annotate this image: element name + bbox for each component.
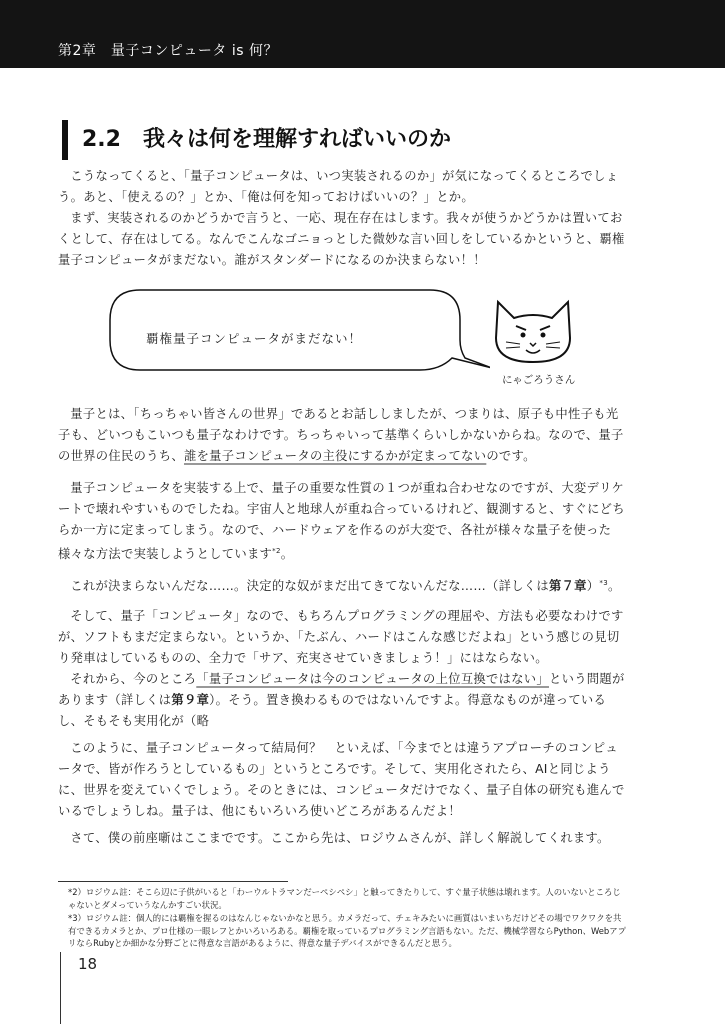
cat-face-icon [490, 298, 576, 366]
text: これが決まらないんだな……。決定的な奴がまだ出てきてないんだな……（詳しくは [70, 579, 549, 594]
paragraph-closing [58, 828, 628, 849]
paragraph-summary [58, 738, 628, 822]
paragraph-implementation [58, 478, 628, 565]
paragraph: まず、実装されるのかどうかで言うと、一応、現在存在はします。我々が使うかどうかは置いておくとして、存在はしてる。なんでこんなゴニョっとした微妙な言い回しをしているかというと、覇権量子コンピュータがまだない。誰がスタンダードになるのか決まらない！！ [58, 211, 625, 267]
paragraph: このように、量子コンピュータって結局何？ といえば、「今までとは違うアプローチのコンピュータで、皆が作ろうとしているもの」というところです。そして、実用化されたら、AIと同じように、世界を変えていくでしょう。そのときには、コンピュータだけでなく、量子自体の研究も進んでいるでしょうしね。量子は、他にもいろいろ使いどころがあるんだよ！ [58, 741, 625, 818]
footnote [68, 912, 626, 950]
text: ） [586, 579, 600, 594]
footnote-text: *3）ロジウム註：個人的には覇権を握るのはなんじゃないかなと思う。カメラだって、チェキみたいに画質はいまいちだけどその場でワクワクを共有できるカメラとか、プロ仕様の一眼レフとかいろいろある。覇権を取っているプログラミング言語もない。ただ、機械学習ならPython、WebアプリならRubyとか細かな分野ごとに得意な言語があるように、得意な量子デバイスができるんだと思う。 [68, 913, 626, 948]
chapter-title: 第2章 量子コンピュータ is 何？ [58, 43, 278, 59]
paragraph-software [58, 606, 628, 732]
text: ）。そう。置き換わるものではないんですよ。得意なものが違っているし、そもそも実用化が（略 [58, 693, 607, 728]
footnote [68, 886, 626, 911]
section-number: 2.2 [82, 127, 121, 152]
text: のです。 [486, 449, 536, 463]
paragraph-undecided [58, 573, 628, 597]
paragraph: こうなってくると、「量子コンピュータは、いつ実装されるのか」が気になってくるところでしょう。あと、「使えるの？」とか、「俺は何を知っておけばいいの？」とか。 [58, 169, 619, 204]
chapter-ref: 第９章 [171, 693, 210, 707]
text: それから、今のところ [70, 672, 197, 686]
footnote-text: *2）ロジウム註：そこら辺に子供がいると「わーウルトラマンだーペシペシ」と触ってきたりして、すぐ量子状態は壊れます。人のいないところじゃないとダメっていうなんかすごい状況。 [68, 887, 621, 910]
bubble-text: 覇権量子コンピュータがまだない！ [146, 331, 363, 346]
text: 量子とは、「ちっちゃい皆さんの世界」であるとお話ししましたが、つまりは、原子も中性子も光子も、どいつもこいつも量子なわけです。ちっちゃいって基準くらいしかないからね。なので、量子の世界の住民のうち、 [58, 407, 624, 463]
paragraph: さて、僕の前座噺はここまでです。ここから先は、ロジウムさんが、詳しく解説してくれます。 [70, 831, 610, 845]
cat-caption: にゃごろうさん [502, 374, 576, 386]
intro-block [58, 166, 628, 271]
text: という問題があります（詳しくは [58, 672, 625, 707]
page-number: 18 [78, 955, 98, 973]
section-heading [62, 120, 451, 160]
footnote-ref[interactable]: *2 [272, 547, 281, 555]
paragraph-quantum [58, 404, 628, 467]
chapter-header [0, 0, 725, 68]
margin-rule [60, 952, 61, 1024]
underlined-text: 「量子コンピュータは今のコンピュータの上位互換ではない」 [196, 672, 549, 686]
text: 。 [607, 579, 621, 594]
footnote-divider [58, 881, 288, 882]
section-title: 我々は何を理解すればいいのか [142, 127, 451, 152]
underlined-text: 誰を量子コンピュータの主役にするかが定まってない [183, 449, 487, 463]
footnote-ref[interactable]: *3 [599, 579, 608, 587]
paragraph: そして、量子「コンピュータ」なので、もちろんプログラミングの理屈や、方法も必要なわけですが、ソフトもまだ定まらない。というか、「たぶん、ハードはこんな感じだよね」という感じの見切り発車はしているものの、全力で「サア、充実させていきましょう！」にはならない。 [58, 609, 624, 665]
text: 量子コンピュータを実装する上で、量子の重要な性質の１つが重ね合わせなのですが、大変デリケートで壊れやすいものでしたね。宇宙人と地球人が重ね合っているけれど、観測すると、すぐにどちらか一方に定まってしまう。なので、ハードウェアを作るのが大変で、各社が様々な量子を使った様々な方法で実装しようとしています [58, 481, 625, 562]
chapter-ref: 第７章 [548, 579, 587, 594]
text: 。 [280, 547, 294, 562]
